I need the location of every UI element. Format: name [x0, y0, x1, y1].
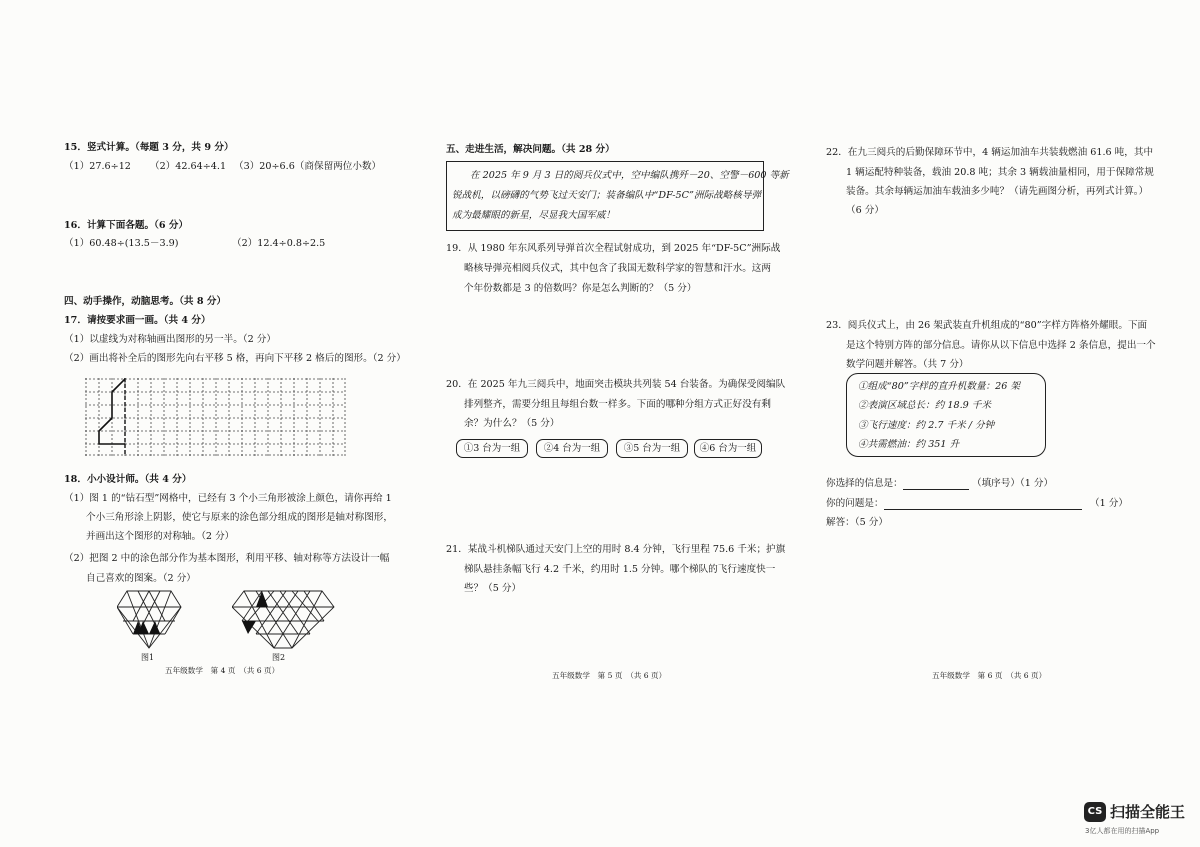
q20-line-3: 余？为什么？（5 分）: [464, 418, 560, 429]
news-box-line-2: 锐战机，以磅礴的气势飞过天安门；装备编队中“DF-5C”洲际战略核导弹: [452, 190, 762, 201]
answer-label: 解答：（5 分）: [826, 517, 888, 528]
news-box-line-3: 成为最耀眼的新星，尽显我大国军威！: [452, 210, 616, 221]
q16-title: 16．计算下面各题。（6 分）: [64, 220, 189, 231]
q15-item-2: （2）42.64÷4.1: [150, 161, 227, 172]
q17-sub-2: （2）画出将补全后的图形先向右平移 5 格，再向下平移 2 格后的图形。（2 分）: [64, 353, 406, 364]
diamond-grid-figure-2: [232, 590, 336, 652]
q21-line-1: 21．某战斗机梯队通过天安门上空的用时 8.4 分钟，飞行里程 75.6 千米；护旗: [446, 544, 786, 555]
info-item-1: ①组成“80”字样的直升机数量：26 架: [858, 381, 1020, 392]
news-box-line-1: 在 2025 年 9 月 3 日的阅兵仪式中，空中编队携歼－20、空警－600 等新: [470, 170, 789, 181]
option-2: ②4 台为一组: [536, 439, 608, 458]
diamond-grid-figure-1: [117, 590, 183, 652]
section-4-title: 四、动手操作，动脑思考。（共 8 分）: [64, 296, 227, 307]
figure-1-label: 图1: [141, 653, 155, 662]
q18-title: 18．小小设计师。（共 4 分）: [64, 474, 192, 485]
q22-line-4: （6 分）: [846, 205, 884, 216]
option-1: ①3 台为一组: [456, 439, 528, 458]
q15-item-3: （3）20÷6.6（商保留两位小数）: [234, 161, 382, 172]
q20-line-2: 排列整齐，需要分组且每组台数一样多。下面的哪种分组方式正好没有剩: [464, 399, 771, 410]
page-4-footer: 五年级数学 第 4 页 （共 6 页）: [165, 666, 280, 675]
q21-line-2: 梯队悬挂条幅飞行 4.2 千米，约用时 1.5 分钟。哪个梯队的飞行速度快一: [464, 564, 776, 575]
q16-item-1: （1）60.48÷(13.5－3.9): [64, 238, 179, 249]
q15-title: 15．竖式计算。（每题 3 分，共 9 分）: [64, 142, 234, 153]
q21-line-3: 些？（5 分）: [464, 583, 522, 594]
page-5-footer: 五年级数学 第 5 页 （共 6 页）: [552, 671, 667, 680]
question-label: 你的问题是：: [826, 498, 884, 509]
q18-sub-1-line-2: 个小三角形涂上阴影，使它与原来的涂色部分组成的图形是轴对称图形，: [86, 512, 393, 523]
option-4: ④6 台为一组: [694, 439, 762, 458]
camscanner-logo-icon: CS: [1084, 802, 1106, 822]
q18-sub-1-line-3: 并画出这个图形的对称轴。（2 分）: [86, 531, 235, 542]
choose-label: 你选择的信息是：: [826, 478, 903, 489]
camscanner-brand: 扫描全能王: [1110, 803, 1186, 821]
q22-line-3: 装备。其余每辆运加油车载油多少吨？（请先画图分析，再列式计算。）: [846, 186, 1149, 197]
option-3: ③5 台为一组: [616, 439, 688, 458]
q23-line-3: 数学问题并解答。（共 7 分）: [846, 359, 969, 370]
q16-item-2: （2）12.4÷0.8÷2.5: [232, 238, 326, 249]
q22-line-2: 1 辆运配特种装备，载油 20.8 吨；其余 3 辆载油量相同，用于保障常规: [846, 167, 1154, 178]
info-item-4: ④共需燃油：约 351 升: [858, 439, 960, 450]
question-tail: （1 分）: [1090, 498, 1128, 509]
q18-sub-2-line-1: （2）把图 2 中的涂色部分作为基本图形，利用平移、轴对称等方法设计一幅: [64, 553, 390, 564]
q19-line-2: 略核导弹亮相阅兵仪式，其中包含了我国无数科学家的智慧和汗水。这两: [464, 263, 771, 274]
question-blank[interactable]: [884, 509, 1082, 510]
choose-blank[interactable]: [903, 489, 969, 490]
q18-sub-1-line-1: （1）图 1 的“钻石型”网格中，已经有 3 个小三角形被涂上颜色，请你再给 1: [64, 493, 392, 504]
q18-sub-2-line-2: 自己喜欢的图案。（2 分）: [86, 573, 196, 584]
camscanner-slogan: 3亿人都在用的扫描App: [1085, 827, 1160, 835]
q19-line-1: 19．从 1980 年东风系列导弹首次全程试射成功，到 2025 年“DF-5C”洲际战: [446, 243, 781, 254]
q17-sub-1: （1）以虚线为对称轴画出图形的另一半。（2 分）: [64, 334, 276, 345]
q15-item-1: （1）27.6÷12: [64, 161, 131, 172]
info-item-3: ③飞行速度：约 2.7 千米 / 分钟: [858, 420, 995, 431]
q23-line-2: 是这个特别方阵的部分信息。请你从以下信息中选择 2 条信息，提出一个: [846, 340, 1156, 351]
page-6-footer: 五年级数学 第 6 页 （共 6 页）: [932, 671, 1047, 680]
info-item-2: ②表演区域总长：约 18.9 千米: [858, 400, 991, 411]
figure-2-label: 图2: [272, 653, 286, 662]
q22-line-1: 22．在九三阅兵的后勤保障环节中，4 辆运加油车共装载燃油 61.6 吨，其中: [826, 147, 1154, 158]
dashed-grid-figure: [85, 378, 347, 456]
q19-line-3: 个年份数都是 3 的倍数吗？你是怎么判断的？（5 分）: [464, 283, 697, 294]
q17-title: 17．请按要求画一画。（共 4 分）: [64, 315, 211, 326]
q20-line-1: 20．在 2025 年九三阅兵中，地面突击模块共列装 54 台装备。为确保受阅编队: [446, 379, 786, 390]
q23-line-1: 23．阅兵仪式上，由 26 架武装直升机组成的“80”字样方阵格外耀眼。下面: [826, 320, 1148, 331]
section-5-title: 五、走进生活，解决问题。（共 28 分）: [446, 144, 615, 155]
choose-tail: （填序号）（1 分）: [972, 478, 1054, 489]
